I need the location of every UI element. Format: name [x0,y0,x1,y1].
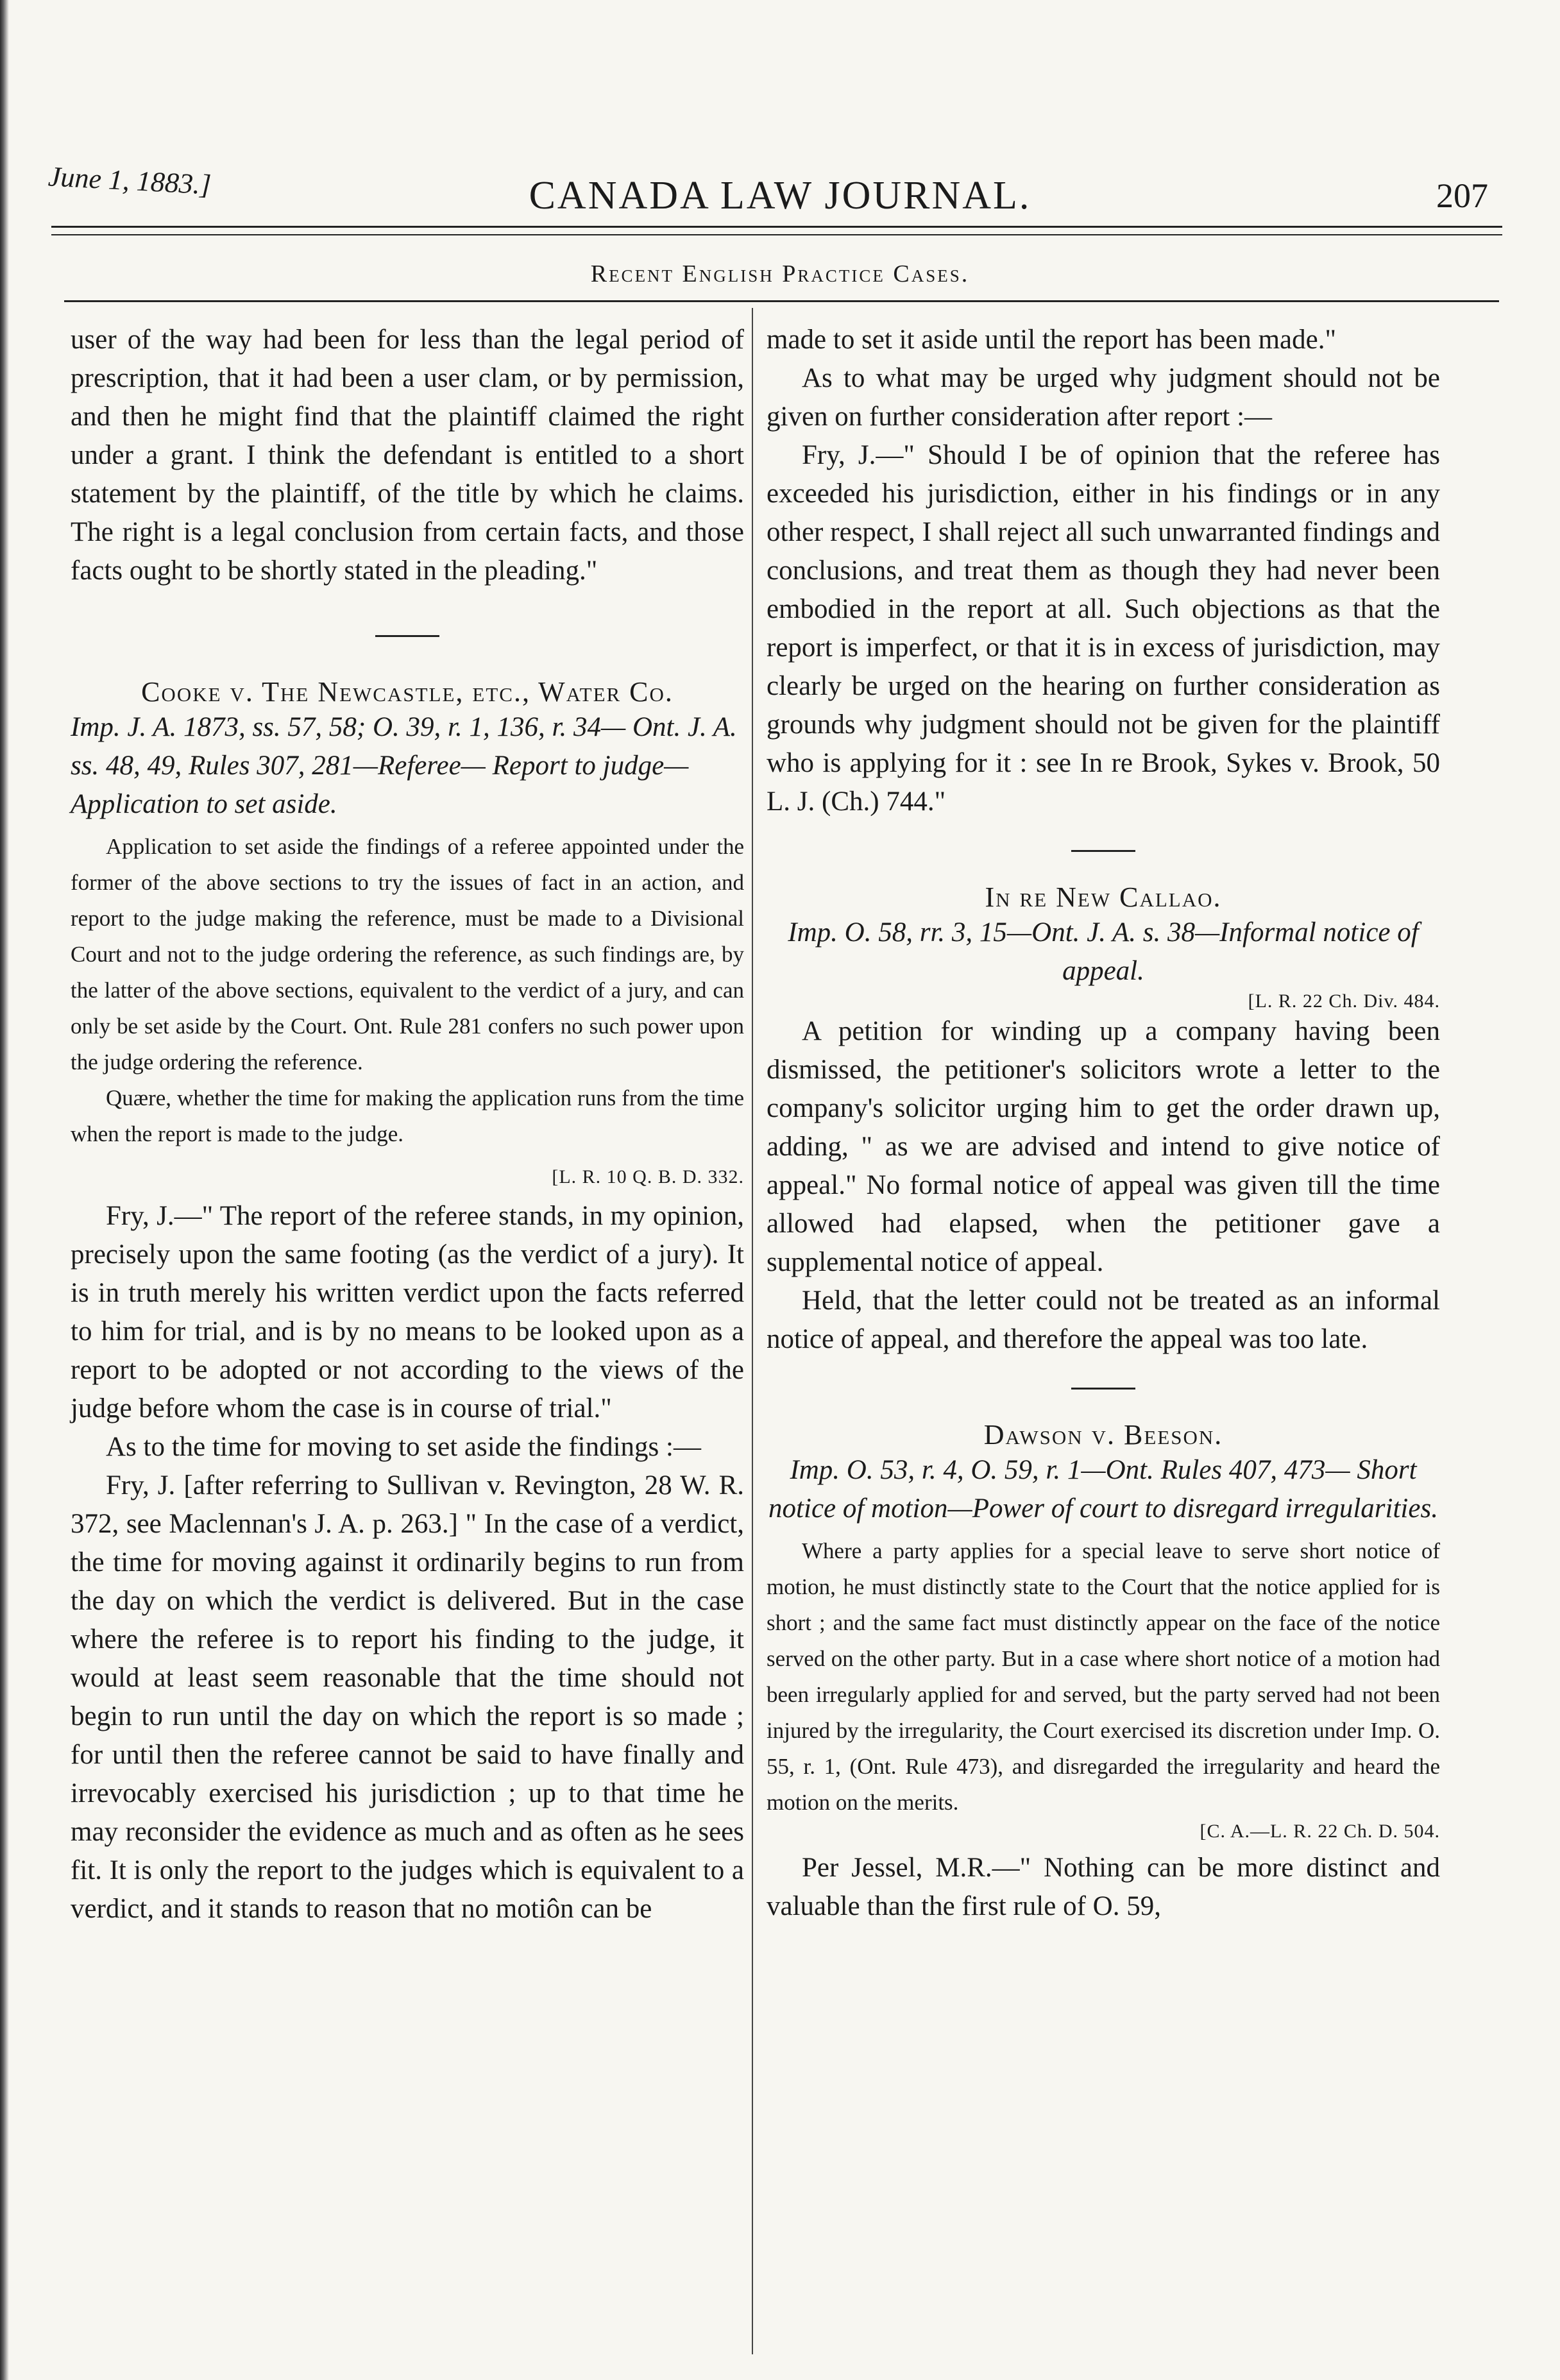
page-header [0,148,1560,237]
report-reference-cooke: [L. R. 10 Q. B. D. 332. [552,1166,744,1187]
case-title-cooke: Cooke v. The Newcastle, etc., Water Co. [141,676,674,708]
case-headnote-cooke: Application to set aside the findings of a referee appointed under the former of the above sections to try the issues of fact in an action, and report to the judge making the reference, must be made to a Divisional Court and not to the judge ordering the reference, as such findings are, by the latter of the above sections, equivalent to the verdict of a jury, and can only be set aside by the Court. Ont. Rule 281 confers no such power upon the judge ordering the reference. [71,834,744,1075]
fry-opinion-1: Fry, J.—" The report of the referee stands, in my opinion, precisely upon the same footing (as the verdict of a jury). It is in truth merely his written verdict upon the facts referred to him for trial, and is by no means to be looked upon as a report to be adopted or not according to the views of the judge before whom the case is in course of trial." [71,1201,744,1424]
case-citation-dawson: Imp. O. 53, r. 4, O. 59, r. 1—Ont. Rules 407, 473— Short notice of motion—Power of court to disregard irregularities. [768,1455,1438,1524]
case-citation-cooke: Imp. J. A. 1873, ss. 57, 58; O. 39, r. 1, 136, r. 34— Ont. J. A. ss. 48, 49, Rules 307, 281—Referee— Report to judge—Application to set aside. [71,712,737,819]
fry-opinion-2: Fry, J. [after referring to Sullivan v. Revington, 28 W. R. 372, see Maclennan's J. A. p. 263.] " In the case of a verdict, the time for moving against it ordinarily begins to run from the day on which the verdict is delivered. But in the case where the referee is to report his finding to the judge, it would at least seem reasonable that the time should not begin to run until the day on which the report is so made ; for until then the referee cannot be said to have finally and irrevocably exercised his jurisdiction ; up to that time he may reconsider the evidence as much and as often as he sees fit. It is only the report to the judges which is equivalent to a verdict, and it stands to reason that no motiôn can be [71,1470,744,1924]
continued-paragraph: user of the way had been for less than the legal period of prescription, that it had been a user clam, or by permission, and then he might find that the plaintiff claimed the right under a grant. I think the defendant is entitled to a short statement by the plaintiff, of the title by which he claims. The right is a legal conclusion from certain facts, and those facts ought to be shortly stated in the pleading." [71,325,744,586]
case-title-dawson: Dawson v. Beeson. [983,1419,1223,1450]
continued-paragraph-right: made to set it aside until the report has been made." [767,325,1337,355]
fry-opinion-3: Fry, J.—" Should I be of opinion that the referee has exceeded his jurisdiction, either in his findings or in any other respect, I shall reject all such unwarranted findings and conclusions, and treat them as though they had never been embodied in the report at all. Such objections as that the report is imperfect, or that it is in excess of jurisdiction, may clearly be urged on the hearing on further consideration as grounds why judgment should not be given for the plaintiff who is applying for it : see In re Brook, Sykes v. Brook, 50 L. J. (Ch.) 744." [767,440,1440,817]
report-reference-new-callao: [L. R. 22 Ch. Div. 484. [1248,990,1440,1012]
page-edge-shadow [0,0,9,2380]
page-number: 207 [1436,176,1488,215]
jessel-opinion: Per Jessel, M.R.—" Nothing can be more distinct and valuable than the first rule of O. 59, [767,1853,1440,1921]
section-heading: Recent English Practice Cases. [590,260,970,287]
paragraph-further-consideration: As to what may be urged why judgment should not be given on further consideration after report :— [767,363,1440,432]
case-title-new-callao: In re New Callao. [985,881,1222,913]
case-quaere-cooke: Quære, whether the time for making the application runs from the time when the report is made to the judge. [71,1085,744,1146]
paragraph-as-to-time: As to the time for moving to set aside the findings :— [106,1432,701,1462]
right-column [767,321,1440,1926]
case-body-new-callao: A petition for winding up a company having been dismissed, the petitioner's solicitors wrote a letter to the company's solicitor urging him to get the order drawn up, adding, " as we are advised and intend to give notice of appeal." No formal notice of appeal was given till the time allowed had elapsed, when the petitioner gave a supplemental notice of appeal. [767,1016,1440,1277]
header-date: June 1, 1883.] [47,160,212,201]
case-held-new-callao: Held, that the letter could not be treated as an informal notice of appeal, and therefore the appeal was too late. [767,1286,1440,1354]
column-divider [752,308,753,2354]
case-headnote-dawson: Where a party applies for a special leave to serve short notice of motion, he must distinctly state to the Court that the notice applied for is short ; and the same fact must distinctly appear on the face of the notice served on the other party. But in a case where short notice of a motion had been irregularly applied for and served, but the party served had not been injured by the irregularity, the Court exercised its discretion under Imp. O. 55, r. 1, (Ont. Rule 473), and disregarded the irregularity and heard the motion on the merits. [767,1538,1440,1815]
report-reference-dawson: [C. A.—L. R. 22 Ch. D. 504. [1200,1821,1440,1842]
left-column [71,321,744,1928]
case-citation-new-callao: Imp. O. 58, rr. 3, 15—Ont. J. A. s. 38—Informal notice of appeal. [788,917,1419,986]
section-rule [64,300,1499,302]
header-double-rule [51,226,1502,235]
journal-title: CANADA LAW JOURNAL. [529,174,1031,217]
